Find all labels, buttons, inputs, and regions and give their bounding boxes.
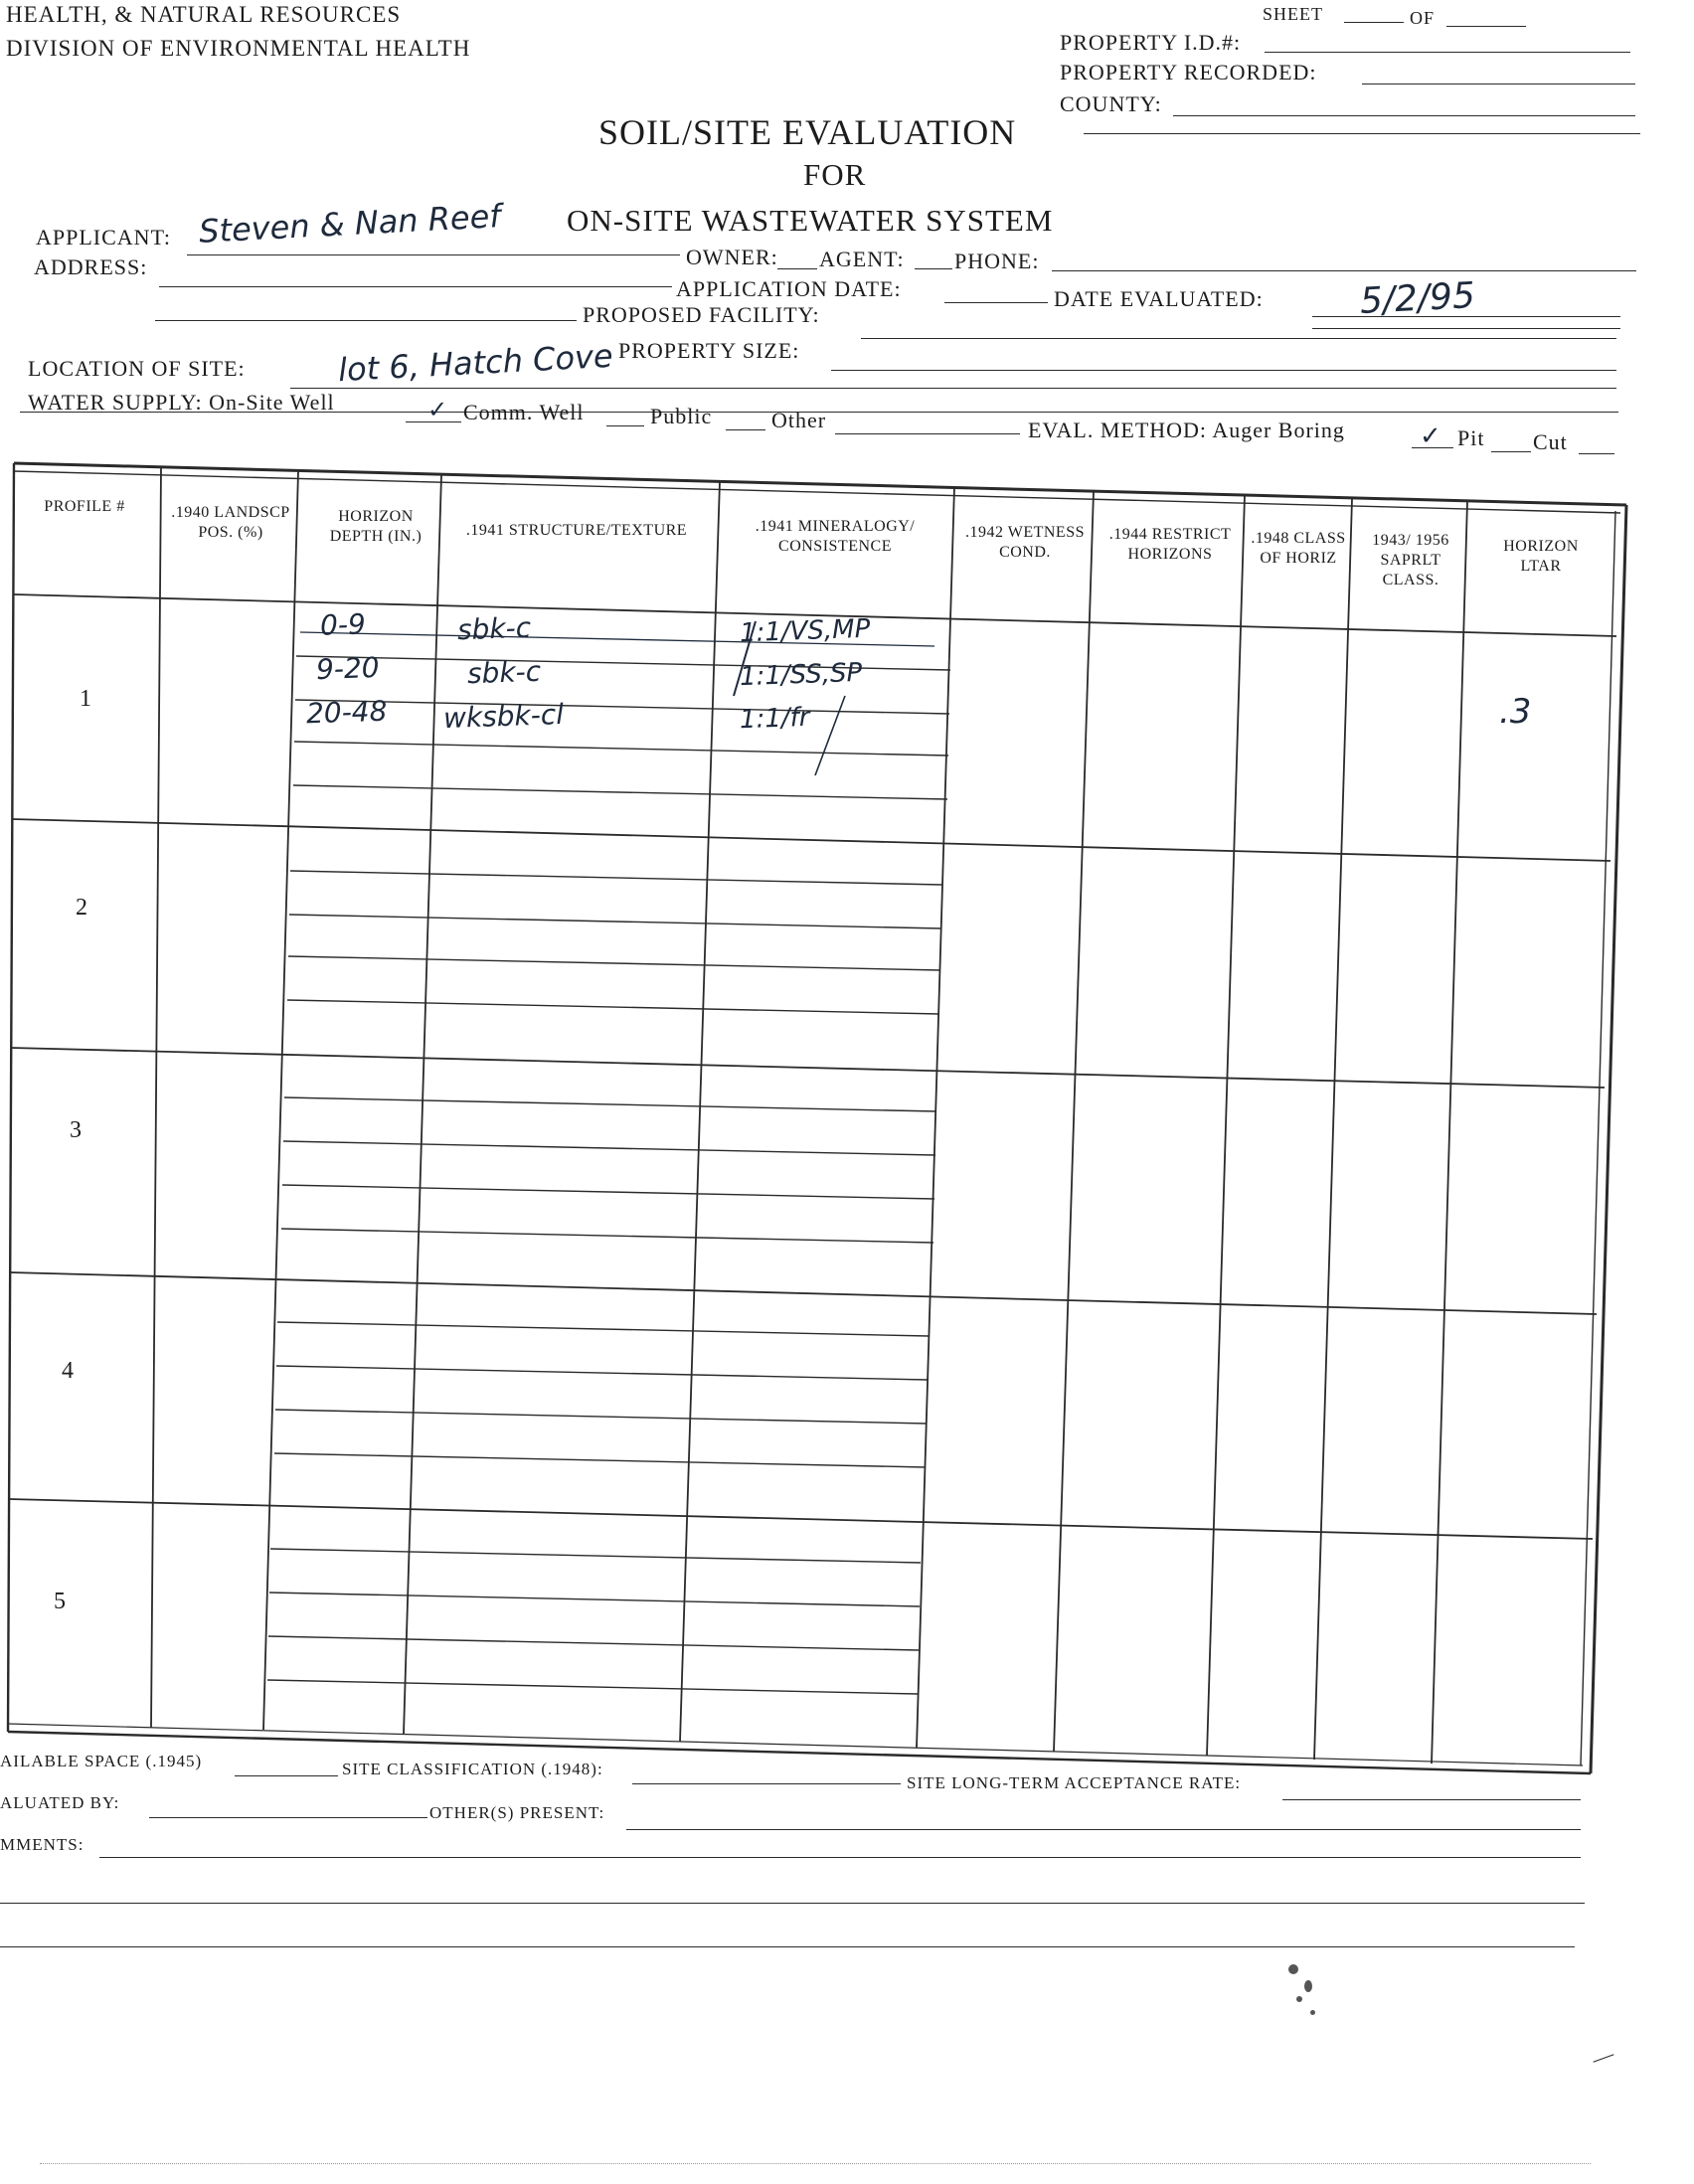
comments-field[interactable] [99, 1857, 1581, 1858]
form-title-for: FOR [803, 157, 867, 192]
profile-number-1: 1 [80, 686, 91, 712]
date-evaluated-field[interactable] [1312, 316, 1620, 317]
col-structure-texture: .1941 STRUCTURE/TEXTURE [465, 522, 688, 539]
county-field[interactable] [1173, 115, 1635, 116]
owner-checkbox[interactable] [777, 268, 817, 269]
public-label: Public [650, 404, 713, 428]
ltar-label: SITE LONG-TERM ACCEPTANCE RATE: [907, 1773, 1242, 1792]
phone-label: PHONE: [954, 249, 1040, 273]
sheet-total-field[interactable] [1446, 26, 1526, 27]
applicant-value: Steven & Nan Reef [198, 197, 502, 251]
sheet-number-field[interactable] [1344, 22, 1404, 23]
horizon-mineralogy-1: 1:1/VS,MP [739, 613, 871, 649]
location-label: LOCATION OF SITE: [28, 356, 246, 381]
scan-speck [1304, 1980, 1312, 1992]
col-horizon-ltar: HORIZON LTAR [1503, 538, 1579, 575]
col-mineralogy-consistence: .1941 MINERALOGY/ CONSISTENCE [755, 518, 916, 555]
profile-number-2: 2 [76, 895, 87, 921]
horizon-mineralogy-2: 1:1/SS,SP [739, 657, 863, 693]
horizon-depth-1: 0-9 [319, 607, 367, 642]
ltar-field[interactable] [1282, 1799, 1581, 1800]
col-wetness-condition: .1942 WETNESS COND. [965, 524, 1085, 561]
scan-edge-line [40, 2163, 1591, 2164]
date-evaluated-value: 5/2/95 [1359, 274, 1476, 323]
applicant-label: APPLICANT: [36, 225, 172, 250]
date-evaluated-label: DATE EVALUATED: [1054, 286, 1264, 311]
form-title: SOIL/SITE EVALUATION [598, 112, 1017, 152]
cut-label: Cut [1533, 429, 1568, 454]
address-field[interactable] [159, 286, 672, 287]
scan-speck [1288, 1964, 1298, 1974]
application-date-label: APPLICATION DATE: [676, 276, 902, 301]
of-label: OF [1410, 8, 1436, 28]
col-saprolite-class: 1943/ 1956 SAPRLT CLASS. [1372, 532, 1449, 588]
property-recorded-label: PROPERTY RECORDED: [1060, 60, 1317, 84]
others-present-field[interactable] [626, 1829, 1581, 1830]
phone-field[interactable] [1052, 270, 1636, 271]
sheet-label: SHEET [1263, 4, 1323, 24]
address-label: ADDRESS: [34, 254, 148, 279]
col-horizon-depth: HORIZON DEPTH (IN.) [329, 508, 423, 545]
horizon-depth-3: 20-48 [305, 694, 388, 731]
col-restrict-horizons: .1944 RESTRICT HORIZONS [1108, 526, 1232, 563]
site-classification-field[interactable] [632, 1783, 901, 1784]
public-field[interactable] [726, 429, 765, 430]
agency-line-1: HEALTH, & NATURAL RESOURCES [6, 2, 402, 27]
pit-field[interactable] [1491, 451, 1531, 452]
application-date-field[interactable] [944, 302, 1048, 303]
horizon-mineralogy-3: 1:1/fr [739, 702, 810, 736]
eval-check-mark: ✓ [1420, 421, 1441, 451]
property-id-field[interactable] [1265, 52, 1630, 53]
scan-speck [1310, 2010, 1315, 2015]
profile-number-4: 4 [62, 1358, 74, 1384]
profile-number-5: 5 [54, 1589, 66, 1614]
horizon-texture-3: wksbk-cl [442, 697, 565, 736]
comm-well-label: Comm. Well [463, 400, 585, 424]
property-size-label: PROPERTY SIZE: [618, 338, 800, 363]
available-space-field[interactable] [235, 1775, 338, 1776]
owner-label: OWNER: [686, 245, 778, 269]
water-check-mark: ✓ [427, 396, 448, 423]
horizon-depth-2: 9-20 [315, 650, 381, 687]
agent-label: AGENT: [819, 247, 905, 271]
address-field-3 [1312, 328, 1620, 329]
scan-mark [1593, 2054, 1613, 2062]
scan-speck [1296, 1996, 1302, 2002]
agent-checkbox[interactable] [915, 268, 952, 269]
comm-well-field[interactable] [606, 425, 644, 426]
horizon-ltar-1: .3 [1499, 692, 1532, 732]
location-field[interactable] [290, 388, 1616, 389]
comments-field-3[interactable] [0, 1946, 1575, 1947]
horizon-texture-2: sbk-c [466, 654, 542, 691]
profile-number-3: 3 [70, 1117, 82, 1143]
evaluated-by-label: ALUATED BY: [0, 1793, 120, 1812]
property-size-field[interactable] [831, 370, 1616, 371]
proposed-facility-field[interactable] [861, 338, 1616, 339]
other-label: Other [771, 408, 827, 432]
site-classification-label: SITE CLASSIFICATION (.1948): [342, 1760, 603, 1778]
county-label: COUNTY: [1060, 91, 1162, 116]
others-present-label: OTHER(S) PRESENT: [429, 1803, 605, 1822]
col-class-of-horizon: .1948 CLASS OF HORIZ [1251, 530, 1346, 567]
address-field-2[interactable] [155, 320, 577, 321]
available-space-label: AILABLE SPACE (.1945) [0, 1752, 203, 1770]
horizon-texture-1: sbk-c [456, 610, 532, 647]
property-id-label: PROPERTY I.D.#: [1060, 30, 1242, 55]
cut-field[interactable] [1579, 453, 1614, 454]
other-field[interactable] [835, 433, 1020, 434]
agency-line-2: DIVISION OF ENVIRONMENTAL HEALTH [6, 36, 471, 61]
county-field-extra [1084, 133, 1640, 134]
col-profile: PROFILE # [44, 498, 125, 515]
location-value: lot 6, Hatch Cove [337, 336, 614, 390]
col-landscape-position: .1940 LANDSCP POS. (%) [171, 504, 290, 541]
proposed-facility-label: PROPOSED FACILITY: [583, 302, 820, 327]
evaluated-by-field[interactable] [149, 1817, 427, 1818]
water-supply-label: WATER SUPPLY: On-Site Well [28, 390, 335, 415]
pit-label: Pit [1457, 425, 1485, 450]
applicant-field[interactable] [187, 254, 680, 255]
form-title-system: ON-SITE WASTEWATER SYSTEM [567, 203, 1054, 238]
comments-field-2[interactable] [0, 1903, 1585, 1904]
comments-label: MMENTS: [0, 1835, 85, 1854]
eval-method-label: EVAL. METHOD: Auger Boring [1028, 418, 1345, 442]
